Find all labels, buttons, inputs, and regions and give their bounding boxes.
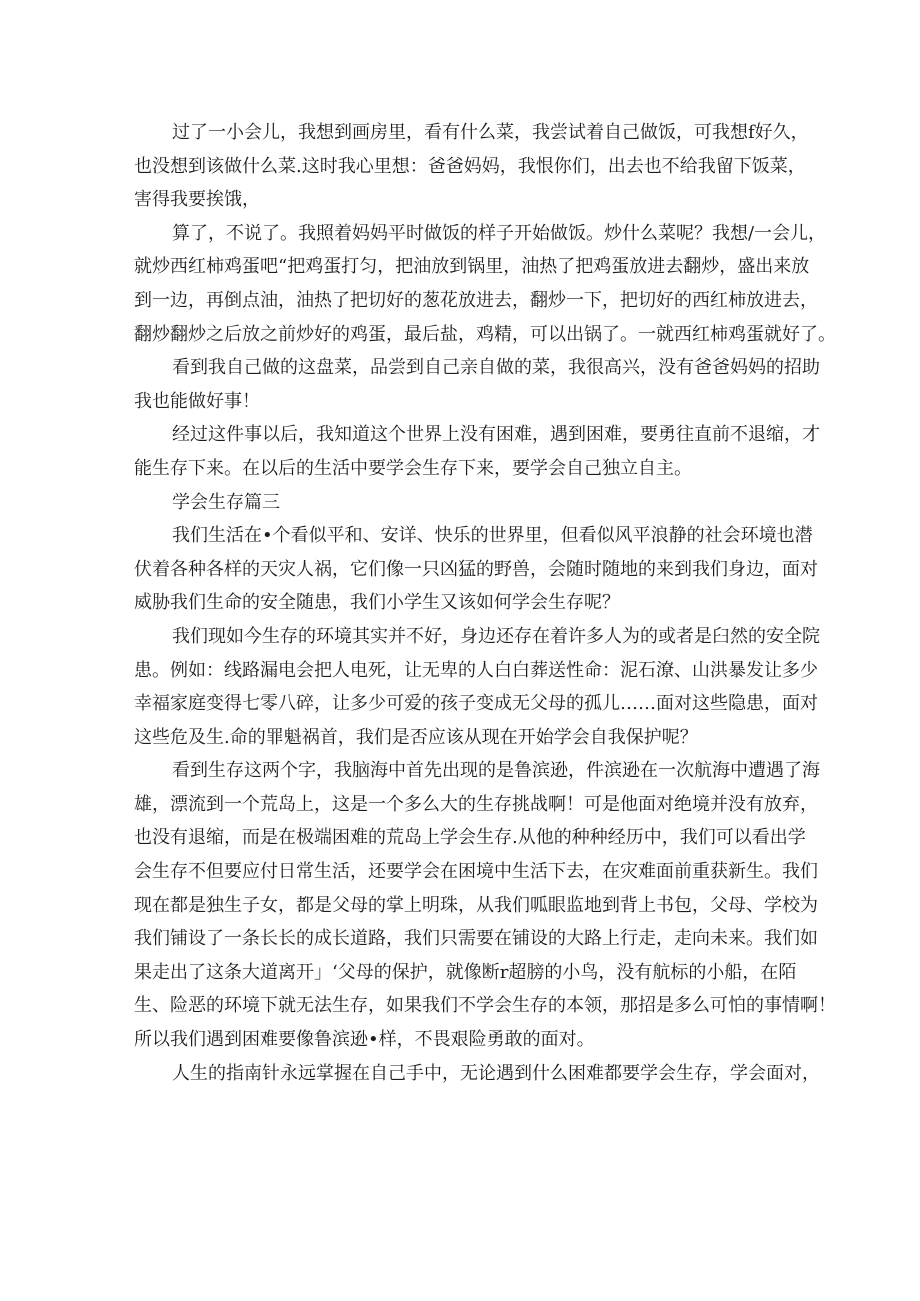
text-line: 也没想到该做什么菜.这时我心里想：爸爸妈妈，我恨你们，出去也不给我留下饭菜， [134, 155, 806, 177]
text-line: 雄，漂流到一个荒岛上，这是一个多么大的生存挑战啊！可是他面对绝境并没有放弃， [134, 793, 818, 815]
text-line: 人生的指南针永远掌握在自己手中，无论遇到什么困难都要学会生存，学会面对， [172, 1062, 820, 1084]
text-line: 能生存下来。在以后的生活中要学会生存下来，要学会自己独立自主。 [134, 457, 692, 479]
text-line: 我们现如今生存的环境其实并不好，身边还存在着许多人为的或者是臼然的安全院 [172, 625, 820, 647]
text-line: 威胁我们生命的安全随患，我们小学生又该如何学会生存呢？ [134, 592, 620, 614]
text-line: 看到生存这两个字，我脑海中首先出现的是鲁滨逊，件滨逊在一次航海中遭遇了海 [172, 760, 820, 782]
text-line: 算了，不说了。我照着妈妈平时做饭的样子开始做饭。炒什么菜呢？我想/一会儿， [172, 222, 827, 244]
text-line: 我们生活在•个看似平和、安详、快乐的世界里，但看似风平浪静的社会环境也潜 [172, 525, 813, 547]
text-line: 伏着各种各样的天灾人祸，它们像一只凶猛的野兽，会随时随地的来到我们身边，面对 [134, 558, 818, 580]
text-line: 我也能做好事！ [134, 390, 260, 412]
text-line: 害得我要挨饿， [134, 189, 260, 211]
text-line: 翻炒翻炒之后放之前炒好的鸡蛋，最后盐，鸡精，可以出锅了。一就西红柿鸡蛋就好了。 [134, 323, 836, 345]
text-line: 到一边，再倒点油，油热了把切好的葱花放进去，翻炒一下，把切好的西红柿放进去， [134, 289, 818, 311]
document-body [134, 116, 836, 1090]
text-line: 这些危及生.命的罪魁祸首，我们是否应该从现在开始学会自我保护呢？ [134, 726, 698, 748]
text-line: 患。例如：线路漏电会把人电死，让无卑的人白白葬送性命：泥石潦、山洪暴发让多少 [134, 659, 818, 681]
text-line: 所以我们遇到困难要像鲁滨逊•样，不畏艰险勇敢的面对。 [134, 1029, 595, 1051]
text-line: 会生存不但要应付日常生活，还要学会在困境中生活下去，在灾难面前重获新生。我们 [134, 861, 818, 883]
text-line: 就炒西红柿鸡蛋吧“把鸡蛋打匀，把油放到锅里，油热了把鸡蛋放进去翻炒，盛出来放 [134, 256, 810, 278]
text-line: 我们铺设了一条长长的成长道路，我们只需要在铺设的大路上行走，走向未来。我们如 [134, 928, 818, 950]
text-line: 现在都是独生子女，都是父母的掌上明珠，从我们呱眼监地到背上书包，父母、学校为 [134, 894, 818, 916]
text-line: 过了一小会儿，我想到画房里，看有什么菜，我尝试着自己做饭，可我想f好久， [172, 122, 809, 143]
text-line: 幸福家庭变得七零八碎，让多少可爱的孩子变成无父母的孤儿……面对这些隐患，面对 [134, 693, 818, 715]
text-line: 看到我自己做的这盘菜，品尝到自己亲自做的菜，我很高兴，没有爸爸妈妈的招助 [172, 357, 820, 379]
text-line: 经过这件事以后，我知道这个世界上没有困难，遇到困难，要勇往直前不退缩，才 [172, 424, 820, 446]
text-line: 果走出了这条大道离开」‘父母的保护，就像断r超膀的小鸟，没有航标的小船，在陌 [134, 961, 797, 983]
text-line: 也没有退缩，而是在极端困难的荒岛上学会生存.从他的种种经历中，我们可以看出学 [134, 827, 806, 849]
text-line: 生、险恶的环境下就无法生存，如果我们不学会生存的本领，那招是多么可怕的事情啊！ [134, 995, 836, 1017]
section-heading: 学会生存篇三 [172, 491, 280, 513]
